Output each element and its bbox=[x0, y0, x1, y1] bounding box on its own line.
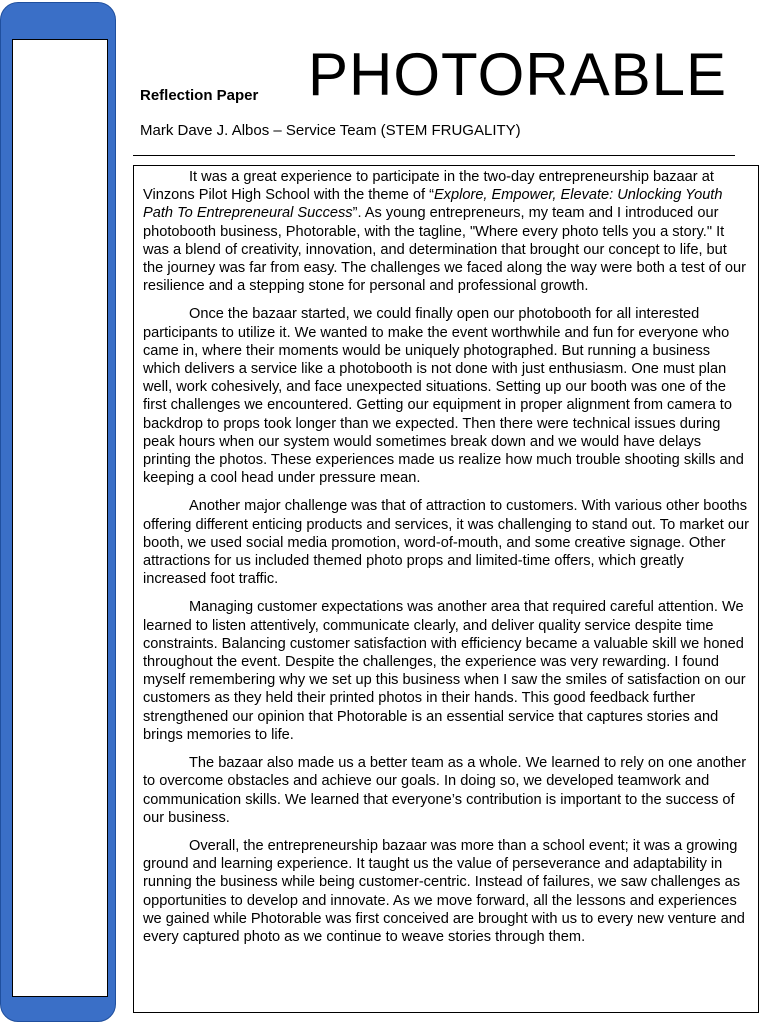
paragraph-1 bbox=[143, 168, 750, 295]
paragraph-2: Once the bazaar started, we could finally open our photobooth for all interested participants to utilize it. We wanted to make the event worthwhile and fun for everyone who came in, where their moments would be uniquely photographed. But running a business which delivers a service like a photobooth is not done with just enthusiasm. One must plan well, work cohesively, and face unexpected situations. Setting up our booth was one of the first challenges we encountered. Getting our equipment in proper alignment from camera to backdrop to props took longer than we expected. Then there were technical issues during peak hours when our system would sometimes break down and we would have delays printing the photos. These experiences made us realize how much trouble shooting skills and keeping a cool head under pressure mean. bbox=[143, 306, 744, 487]
header-divider bbox=[133, 155, 735, 156]
event-theme: Explore, Empower, Elevate: Unlocking Youth Path To Entrepreneural Success bbox=[143, 187, 723, 222]
author-line: Mark Dave J. Albos – Service Team (STEM FRUGALITY) bbox=[140, 122, 521, 139]
paragraph-6: Overall, the entrepreneurship bazaar was more than a school event; it was a growing ground and learning experience. It taught us the value of perseverance and adaptability in running the business while being customer-centric. Instead of failures, we saw challenges as opportunities to develop and innovate. As we move forward, all the lessons and experiences we gained while Photorable was first conceived are brought with us to every new venture and every captured photo as we continue to weave stories through them. bbox=[143, 837, 745, 945]
sidebar-panel bbox=[0, 2, 116, 1022]
paragraph-5: The bazaar also made us a better team as a whole. We learned to rely on one another to overcome obstacles and achieve our goals. In doing so, we developed teamwork and communication skills. We learned that everyone’s contribution is important to the success of our business. bbox=[143, 755, 747, 826]
document-type-label: Reflection Paper bbox=[140, 87, 259, 104]
sidebar-inner-panel bbox=[12, 39, 108, 997]
paragraph-3: Another major challenge was that of attraction to customers. With various other booths offering different enticing products and services, it was challenging to stand out. To market our booth, we used social media promotion, word-of-mouth, and some creative signage. Other attractions for us included themed photo props and limited-time offers, which greatly increased foot traffic. bbox=[143, 498, 749, 588]
paragraph-4: Managing customer expectations was another area that required careful attention. We learned to listen attentively, communicate clearly, and deliver quality service despite time constraints. Balancing customer satisfaction with efficiency became a valuable skill we honed throughout the event. Despite the challenges, the experience was very rewarding. I found myself remembering why we set up this business when I saw the smiles of satisfaction on our customers as they held their printed photos in their hands. This good feedback further strengthened our opinion that Photorable is an essential service that captures stories and brings memories to life. bbox=[143, 599, 746, 743]
paragraph-1-intro: It was a great experience to participate in the two-day entrepreneurship bazaar at Vinzons Pilot High School with the theme of “ bbox=[143, 169, 714, 204]
essay-body bbox=[133, 165, 759, 1013]
paragraph-1-rest: ”. As young entrepreneurs, my team and I introduced our photobooth business, Photorable, with the tagline, "Where every photo tells you a story." It was a blend of creativity, innovation, and determination that brought our concept to life, but the journey was far from easy. The challenges we faced along the way were both a test of our resilience and a stepping stone for personal and professional growth. bbox=[143, 205, 747, 295]
brand-title: PHOTORABLE bbox=[308, 41, 728, 108]
